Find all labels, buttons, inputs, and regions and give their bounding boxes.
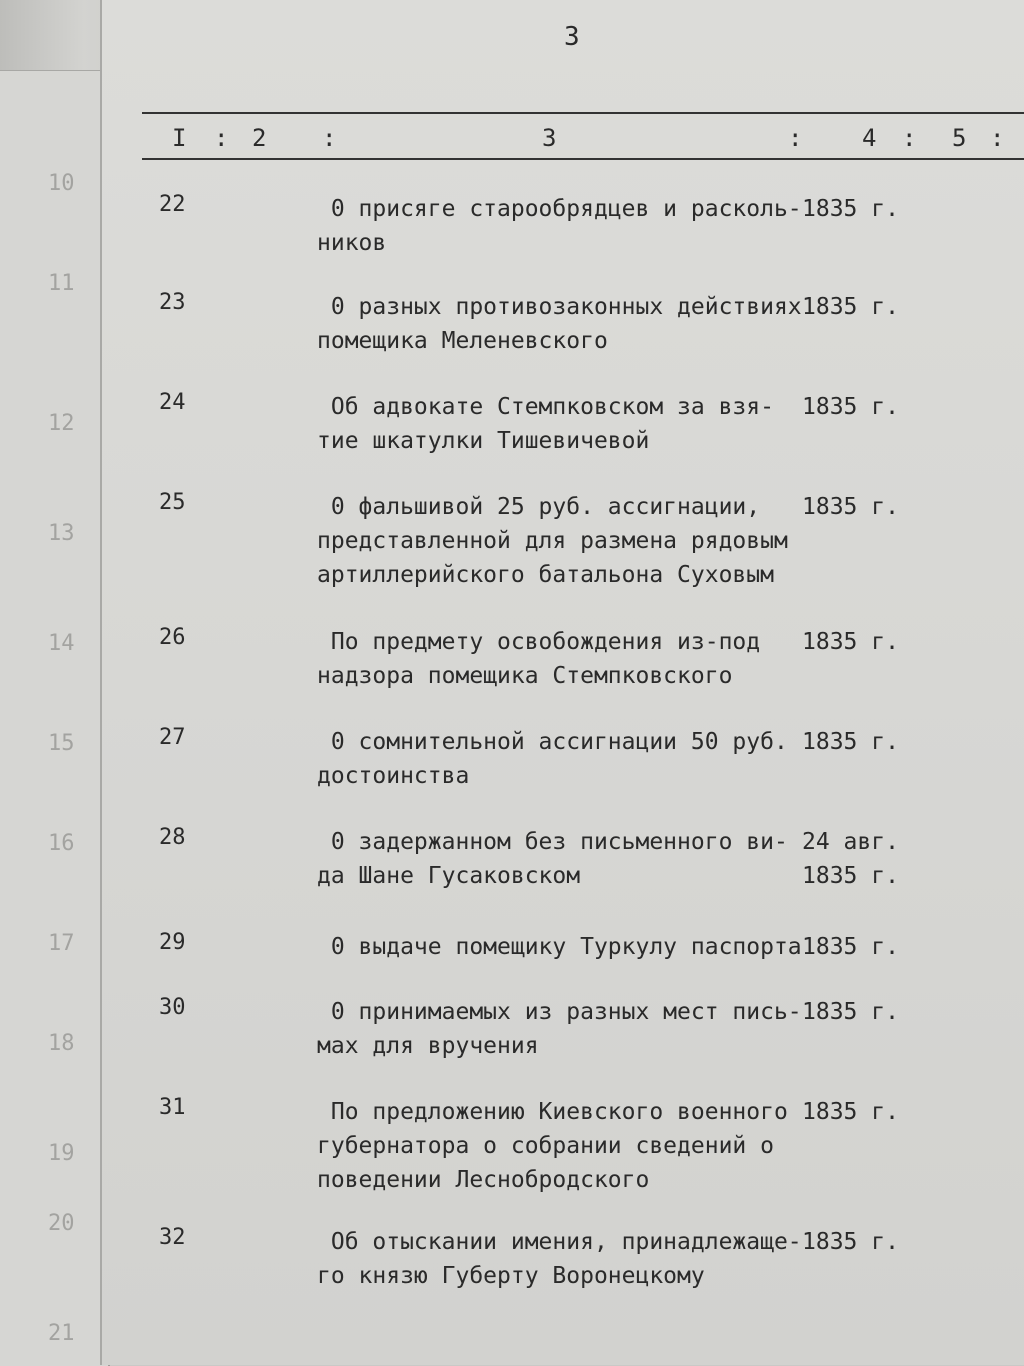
entry-date (802, 625, 899, 659)
entry-title-line: да Шане Гусаковском (317, 863, 581, 889)
column-header: : (214, 124, 229, 152)
entry-title-line: 0 разных противозаконных действиях (317, 294, 802, 320)
entry-title (317, 1095, 788, 1197)
entry-date (802, 490, 899, 524)
entry-title-line: По предмету освобождения из-под (317, 629, 761, 655)
entry-title (317, 490, 788, 592)
entry-date (802, 930, 899, 964)
underlying-page-number: 12 (48, 411, 75, 436)
entry-date-line: 1835 г. (802, 629, 899, 655)
entry-title-line: губернатора о собрании сведений о (317, 1133, 774, 1159)
entry-title-line: достоинства (317, 763, 470, 789)
column-header: I (172, 124, 187, 152)
underlying-page-number: 17 (48, 931, 75, 956)
entry-title (317, 290, 802, 358)
header-rule-bottom (142, 158, 1024, 160)
entry-date (802, 290, 899, 324)
underlying-page-number: 20 (48, 1211, 75, 1236)
underlying-page-number: 15 (48, 731, 75, 756)
entry-date-line: 1835 г. (802, 729, 899, 755)
entry-title-line: ников (317, 230, 387, 256)
entry-title-line: 0 фальшивой 25 руб. ассигнации, (317, 494, 761, 520)
entry-title-line: мах для вручения (317, 1033, 539, 1059)
underlying-page-number: 19 (48, 1141, 75, 1166)
entry-title-line: помещика Меленевского (317, 328, 608, 354)
entry-date-line: 1835 г. (802, 196, 899, 222)
entry-date (802, 192, 899, 226)
entry-date-line: 1835 г. (802, 1099, 899, 1125)
entry-date-line: 1835 г. (802, 934, 899, 960)
entry-date-line: 1835 г. (802, 294, 899, 320)
entry-number: 28 (159, 825, 186, 850)
entry-title (317, 1225, 802, 1293)
entry-title (317, 995, 802, 1063)
entry-date (802, 1225, 899, 1259)
entry-title-line: представленной для размена рядовым (317, 528, 788, 554)
entry-number: 22 (159, 192, 186, 217)
entry-title (317, 625, 760, 693)
entry-title-line: надзора помещика Стемпковского (317, 663, 733, 689)
entry-date-line: 1835 г. (802, 999, 899, 1025)
document-page (100, 0, 1024, 1365)
entry-title (317, 192, 802, 260)
entry-title-line: 0 выдаче помещику Туркулу паспорта (317, 934, 802, 960)
entry-number: 25 (159, 490, 186, 515)
underlying-page-number: 18 (48, 1031, 75, 1056)
entry-date (802, 1095, 899, 1129)
underlying-page-number: 10 (48, 171, 75, 196)
column-header: 4 (862, 124, 877, 152)
header-rule-top (142, 112, 1024, 114)
entry-title-line: тие шкатулки Тишевичевой (317, 428, 650, 454)
entry-title-line: 0 задержанном без письменного ви- (317, 829, 788, 855)
entry-title-line: 0 сомнительной ассигнации 50 руб. (317, 729, 788, 755)
entry-title-line: Об адвокате Стемпковском за взя- (317, 394, 774, 420)
underlying-page-number: 21 (48, 1321, 75, 1346)
entry-title-line: поведении Леснобродского (317, 1167, 650, 1193)
underlying-page-number: 11 (48, 271, 75, 296)
column-header: : (990, 124, 1005, 152)
entry-date-line: 1835 г. (802, 1229, 899, 1255)
entry-number: 32 (159, 1225, 186, 1250)
column-header: : (322, 124, 337, 152)
entry-title-line: По предложению Киевского военного (317, 1099, 788, 1125)
entry-title-line: 0 принимаемых из разных мест пись- (317, 999, 802, 1025)
entry-number: 23 (159, 290, 186, 315)
entry-date (802, 390, 899, 424)
entry-number: 26 (159, 625, 186, 650)
entry-number: 27 (159, 725, 186, 750)
entry-title-line: 0 присяге старообрядцев и расколь- (317, 196, 802, 222)
underlying-page-number: 16 (48, 831, 75, 856)
entry-title (317, 725, 788, 793)
entry-date (802, 725, 899, 759)
entry-title-line: артиллерийского батальона Суховым (317, 562, 774, 588)
entry-title (317, 930, 802, 964)
column-header: 3 (542, 124, 557, 152)
entry-number: 24 (159, 390, 186, 415)
entry-date-line: 24 авг. (802, 829, 899, 855)
underlying-page-number: 14 (48, 631, 75, 656)
entry-number: 31 (159, 1095, 186, 1120)
entry-number: 30 (159, 995, 186, 1020)
entry-title (317, 825, 788, 893)
entry-date-line: 1835 г. (802, 863, 899, 889)
entry-title (317, 390, 774, 458)
column-header: : (788, 124, 803, 152)
entry-date (802, 825, 899, 893)
entry-number: 29 (159, 930, 186, 955)
column-header: 2 (252, 124, 267, 152)
entry-date-line: 1835 г. (802, 394, 899, 420)
entry-title-line: го князю Губерту Воронецкому (317, 1263, 705, 1289)
page-number: 3 (564, 22, 580, 52)
entry-title-line: Об отыскании имения, принадлежаще- (317, 1229, 802, 1255)
underlying-page (0, 70, 110, 1366)
column-header: 5 (952, 124, 967, 152)
entry-date (802, 995, 899, 1029)
column-header: : (902, 124, 917, 152)
entry-date-line: 1835 г. (802, 494, 899, 520)
underlying-page-number: 13 (48, 521, 75, 546)
